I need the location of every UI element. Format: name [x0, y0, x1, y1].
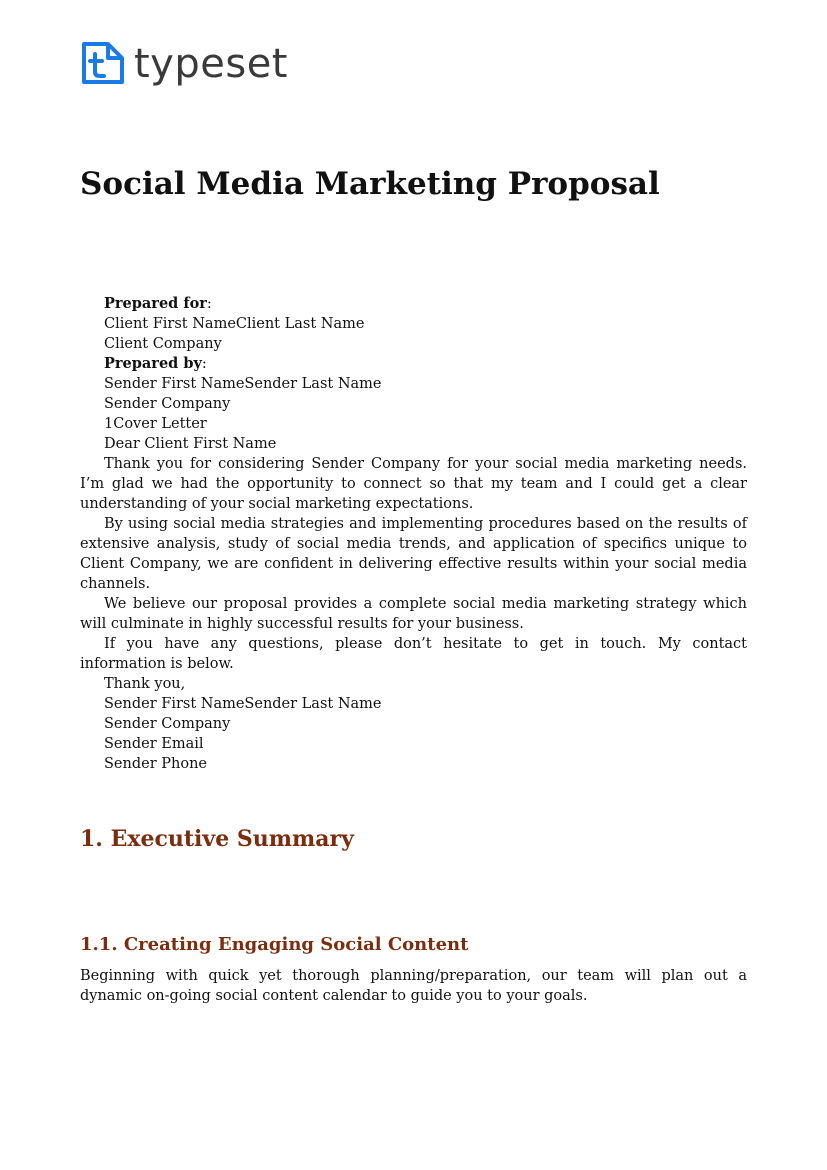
greeting: Dear Client First Name — [104, 436, 277, 452]
cover-letter-label: 1Cover Letter — [104, 416, 207, 432]
signature-company: Sender Company — [104, 716, 231, 732]
page-title: Social Media Marketing Proposal — [80, 166, 660, 202]
typeset-logo — [80, 40, 288, 94]
letter-paragraph: We believe our proposal provides a complete social media marketing strategy which will culminate in highly successful results for your business. — [80, 596, 747, 632]
typeset-logo-icon — [80, 40, 126, 86]
sender-name: Sender First NameSender Last Name — [104, 376, 382, 392]
signature-name: Sender First NameSender Last Name — [104, 696, 382, 712]
signature-email: Sender Email — [104, 736, 204, 752]
prepared-by-label: Prepared by — [104, 355, 202, 372]
cover-letter-block — [80, 294, 747, 774]
client-name: Client First NameClient Last Name — [104, 316, 365, 332]
client-company: Client Company — [104, 336, 222, 352]
prepared-by-line: Prepared by: — [104, 355, 207, 372]
prepared-for-line: Prepared for: — [104, 295, 212, 312]
subsection-paragraph: Beginning with quick yet thorough planning/preparation, our team will plan out a dynamic on-going social content calendar to guide you to your goals. — [80, 968, 747, 1004]
letter-paragraph: Thank you for considering Sender Company for your social media marketing needs. I’m glad we had the opportunity to connect so that my team and I could get a clear understanding of your social marketing expectations. — [80, 456, 747, 512]
letter-paragraph: If you have any questions, please don’t hesitate to get in touch. My contact information is below. — [80, 636, 747, 672]
section-heading-executive-summary: 1. Executive Summary — [80, 826, 354, 852]
subsection-heading-engaging-content: 1.1. Creating Engaging Social Content — [80, 934, 469, 955]
sender-company: Sender Company — [104, 396, 231, 412]
signature-phone: Sender Phone — [104, 756, 208, 772]
letter-paragraph: By using social media strategies and implementing procedures based on the results of extensive analysis, study of social media trends, and application of specifics unique to Client Company, we are confident in delivering effective results within your social media channels. — [80, 516, 747, 592]
signoff: Thank you, — [104, 676, 186, 692]
logo-wordmark: typeset — [134, 41, 288, 87]
prepared-for-label: Prepared for — [104, 295, 207, 312]
